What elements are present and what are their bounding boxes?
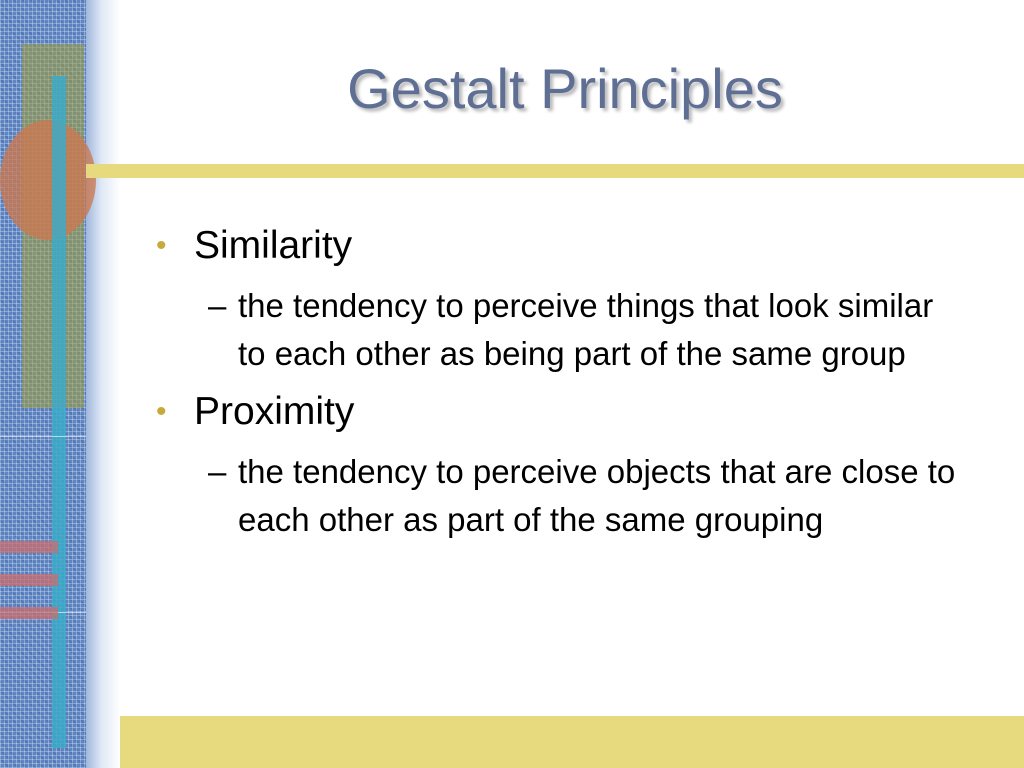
sub-bullet-marker: – xyxy=(208,453,227,490)
bullet-marker: • xyxy=(156,395,167,428)
slide-title: Gestalt Principles xyxy=(347,57,783,120)
bullet-item-similarity xyxy=(156,222,976,270)
bullet-heading: Similarity xyxy=(194,224,353,267)
decorative-red-bar xyxy=(0,541,58,553)
sub-bullet-text: the tendency to perceive things that look similar to each other as being part of the same group xyxy=(238,287,934,372)
bullet-list xyxy=(156,222,976,554)
decorative-circle xyxy=(0,120,96,240)
sub-bullet-text: the tendency to perceive objects that are close to each other as part of the same grouping xyxy=(238,453,956,538)
decorative-red-bar xyxy=(0,607,58,619)
footer-band xyxy=(120,716,1024,768)
decorative-red-bar xyxy=(0,574,58,586)
bullet-marker: • xyxy=(156,229,167,262)
sub-bullet-marker: – xyxy=(208,287,227,324)
title-underline-band xyxy=(86,164,1024,178)
decorative-divider xyxy=(0,436,86,437)
decorative-teal-bar xyxy=(52,76,66,748)
sub-bullet-proximity xyxy=(208,448,976,544)
side-strip-fade xyxy=(86,0,120,768)
bullet-heading: Proximity xyxy=(194,390,355,433)
sub-bullet-similarity xyxy=(208,282,976,378)
bullet-item-proximity xyxy=(156,388,976,436)
